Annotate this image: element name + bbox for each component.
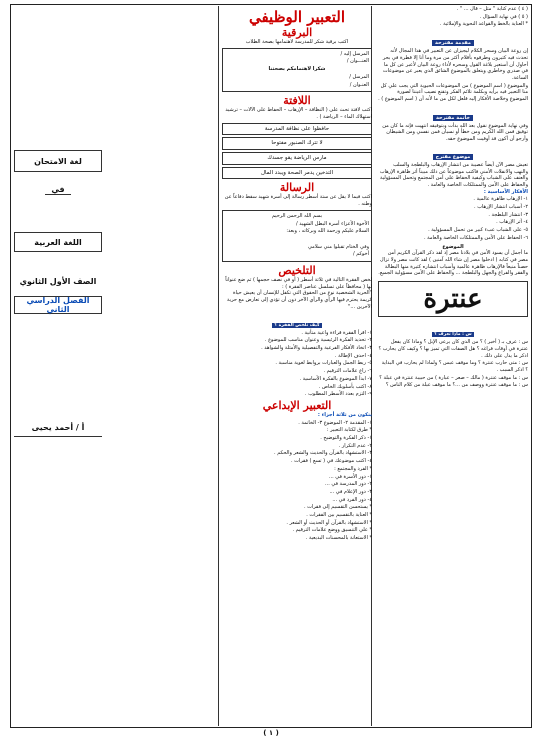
sign-example: مارس الرياضة يقو جسدك (222, 152, 372, 165)
step-item: ٥- ربط الجمل والعبارات بروابط لغوية مناسبة . (275, 360, 372, 367)
telegram-title: البرقية (281, 26, 313, 39)
cover-item: اللغة العربية (34, 237, 82, 247)
cover-item: في (45, 185, 70, 195)
question-text: س : عرف بـ ( أخبر ) ؟ من الذي كان يرعى الإبل ؟ وماذا كان يفعل عنترة في أوقات فراغه ؟ هل الصفات التي تميز بها ؟ وكيف كان يحارب ؟ اذكر ما يدل على ذلك . س : متى حارب عنترة ؟ وما موقف عبس ؟ ولماذا لم يحارب في البداية ؟ اذكر السبب . س : ما موقف عنترة ( مالك – صعر – عبارة ) من حبيبة عنترة في عبلة ؟ س : ما موقف عنترة ووصف من ...؟ ما موقف عبلة من كلام الناس ؟ (378, 339, 528, 389)
column-divider (218, 6, 219, 726)
suggested-intro: إن روعة البيان وسحر الكلام ليجيزان عن التعبير في هذا المجال لأنه تحدث فيه كثيرون وطرقوه بأقلام أكثر من مرة وما أنا إلا قطرة في بحر أحاول أن أستعير بلاغة القول وسحره لأداء روعة البيان لأعبر عن كل ما في صدري وخاطري ويتعلق بالموضوع الشائق الذي يعبر عن موضوعات الساعة. والموضوع ( اسم الموضوع ) من الموضوعات الحيوية التي يجب علي كل منا التعبير فيه برأيه وبكلمة تلائم الفكر وتقنع نصيب أعيننا لصورة الموضوع وخلاصة الأفكار إليه فلعل لكل من ما لأنه أن ( اسم الموضوع ) . (378, 48, 528, 103)
idea-item: ٢- أسباب انتشار الإرهاب . (474, 204, 528, 211)
cover-item: الفصل الدراسي الثاني (26, 296, 90, 314)
step-item: ٣- اتخاذ الأفكار الفرعية والتفصيلية والأمثلة والشواهد . (261, 344, 372, 351)
intro-line: * العناية بالخط والقواعد النحوية والإملائية . (439, 21, 528, 28)
cover-item: الصف الأول الثانوي (19, 276, 97, 286)
cover-item: لغة الامتحان (34, 156, 82, 166)
antara-title: عنترة (378, 281, 528, 317)
question-heading: س : ماذا تعرف ؟ (434, 332, 472, 338)
cover-item-box (14, 418, 102, 437)
main-title: التعبير الوظيفي (248, 8, 346, 26)
intro-line: ( ٤ ) عدم كتابة " مثل – قال ... " . (456, 6, 528, 12)
intro-line: ( ٥ ) في نهاية السؤال . (479, 13, 528, 20)
step-item: ٨- اكتب بأسلوبك الخاص . (318, 383, 372, 390)
summary-steps (222, 330, 372, 398)
sign-title: اللافتة (283, 94, 311, 108)
idea-item: ١- الإرهاب ظاهرة عالمية . (473, 196, 528, 203)
sign-example: لا تترك الصنبور مفتوحا (222, 137, 372, 150)
topic-text: ما أجمل أن يسود الأمن في بلادنا مصر إذ لقد ذكر القرآن الكريم أمن مصر في كتابه ( ادخلوا مصر إن شاء الله آمنين ) لقد كانت مصر ولا تزال حصناً منيعاً فالإرهاب ظاهرة عالمية وأسباب انتشاره كثيرة منها البطالة والفقر والفراغ والجهل والبلطجة ... والحفاظ على الأمن مسؤولية الجميع. (378, 250, 528, 277)
page-number: ( ١ ) (263, 729, 279, 737)
section-heading: مقدمة مقترحة (432, 40, 474, 46)
creative-parts: يتكون من ثلاثة أجزاء : ١- المقدمة ٢- الموضوع ٣- الخاتمة . * طرق لكتابة التعبير : ١- ذكر الفكرة والتوضيح . ٢- عدم التكرار . ٣- الاستشهاد بالقرآن والحديث والشعر والحكم . ٤- اكتب موضوعك في ( تسع ) فقرات . * الفرد والمجتمع : ١- دور الأسرة في ... ٢- دور المدرسة في ... ٣- دور الإعلام في ... ٤- دور الفرد في ... * يستحسن التقسيم إلى فقرات . * العناية بالتقسيم بين الفقرات . * الاستشهاد بالقرآن أو الحديث أو الشعر . * علي التنسيق ووضع علامات الترقيم . * الاستعانة بالمحسنات البديعية . (274, 411, 372, 542)
intro-lines (378, 6, 528, 28)
telegram-task: اكتب برقية شكر للمدرسة لاهتمامها بصحة الطلاب (245, 39, 349, 45)
cover-item-box (14, 232, 102, 252)
summary-text: "الحرية الشخصية نوع من الحقوق التي تكفل للإنسان أن يعيش حياة كريمة يحترم فيها الرأي والرأي الآخر دون أن تؤدي إلى تعارض مع حرية الآخرين ..." (227, 290, 372, 310)
step-item: ٤- احذف الإطالة . (334, 352, 372, 359)
section-heading: موضوع مقترح (433, 154, 474, 160)
cover-item-box (14, 180, 102, 200)
cover-item-box (14, 150, 102, 172)
sign-example: حافظوا على نظافة المدرسة (222, 123, 372, 136)
steps-heading: كيف تلخص الفقرة ؟ (274, 322, 320, 328)
suggested-conclusion: وفي نهاية الموضوع نقول بعد الله بدأت وبتوفيقه انتهيت فإنه ما كان من توفيق فمن الله الكريم ومن خطأ أو نسيان فمن نفسي ومن الشيطان وأرجو أن أكون قد أوفيت الموضوع حقه. (382, 122, 528, 143)
step-item: ٧- ابدأ الموضوع بالفكرة الأساسية . (299, 375, 372, 382)
step-item: ١- اقرأ الفقرة قراءة واعية متأنية . (301, 329, 372, 336)
suggested-topic: تعيش مصر الآن أيضاً عصيبة من انتشار الإرهاب والبلطجة والسلب والنهب والانفلات الأمني فاكتب موضوعاً عن ذلك مبيناً أثر ظاهرة الإرهاب والعنف على الشباب وكيفية الحفاظ على أمن المجتمع وتحمل المسؤولية والحفاظ على الأمن والممتلكات الخاصة والعامة . (379, 161, 528, 188)
step-item: ٩- التزم بعدد الأسطر المطلوب . (304, 391, 372, 398)
topic-title: الموضوع (442, 243, 464, 250)
middle-column (222, 6, 372, 726)
section-heading: خاتمة مقترحة (433, 115, 473, 121)
ideas-list: الأفكار الأساسية : ١- الإرهاب ظاهرة عالمية . ٢- أسباب انتشار الإرهاب . ٣- انتشار البلطجة . ٤- أثر الإرهاب . ٥- على الشباب عبء كبير من تحمل المسؤولية . ٦- الحفاظ على الأمن والممتلكات الخاصة والعامة . (378, 189, 528, 242)
letter-task: اكتب فيما لا يقل عن ستة أسطر رسالة إلى أسرة شهيد سقط دفاعاً عن وطنه . (224, 194, 372, 208)
cover-panel (14, 150, 102, 437)
creative-title: التعبير الإبداعي (262, 398, 332, 412)
cover-item: أ / أحمد يحيى (31, 422, 85, 432)
sign-task: اكتب لافتة تحث على ( النظافة – الإرهاب – الحفاظ على الآلات – ترشيد استهلاك الماء – الرياضة ) . (225, 107, 372, 120)
summary-task: لخص الفقرة التالية في ثلاثة أسطر ( أو في نصف حجمها ) ثم ضع عنواناً لها ( محافظاً على تسلسل عناصر الفقرة ) : (225, 277, 372, 290)
sign-example: التدخين يدمر الصحة ويبدد المال (222, 167, 372, 180)
letter-title: الرسالة (279, 181, 315, 195)
idea-item: ٤- أثر الإرهاب . (496, 219, 528, 226)
idea-item: ٦- الحفاظ على الأمن والممتلكات الخاصة والعامة . (423, 234, 528, 241)
cover-item-box (14, 296, 102, 314)
idea-item: ٥- على الشباب عبء كبير من تحمل المسؤولية . (428, 227, 528, 234)
telegram-box: المرسل إليه / العنـــوان / شكرا لاهتمامكم بصحتنا المرسل / العنـوان / (222, 48, 372, 93)
letter-box: بسم الله الرحمن الرحيم الأخوة الأعزاء أسرة البطل الشهيد / السلام عليكم ورحمة الله وبركاته ، وبعد: وفي الختام تقبلوا مني سلامي أخوكم / (222, 210, 372, 262)
idea-item: ٣- انتشار البلطجة . (488, 211, 528, 218)
step-item: ٢- تحديد الفكرة الرئيسية وعنوان مناسب للموضوع . (264, 337, 372, 344)
summary-title: التلخيص (278, 264, 316, 278)
right-column (378, 6, 528, 726)
step-item: ٦- راع علامات الترقيم . (323, 368, 372, 375)
cover-item-box (14, 272, 102, 290)
